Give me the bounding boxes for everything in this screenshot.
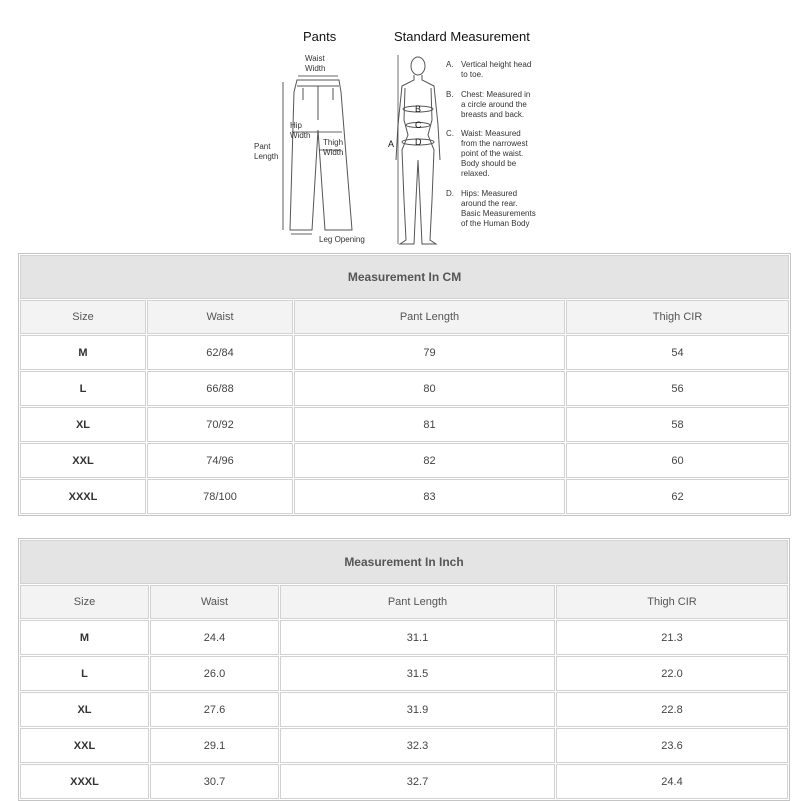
note-b-line: Chest: Measured in bbox=[461, 90, 531, 99]
note-a-line: Vertical height head bbox=[461, 60, 532, 69]
table-row bbox=[20, 656, 788, 691]
letter-d: D bbox=[415, 137, 422, 147]
thigh-cir-cell: 56 bbox=[566, 371, 789, 406]
measurement-diagram bbox=[0, 0, 800, 250]
pant-length-cell: 32.3 bbox=[280, 728, 555, 763]
note-a-line: to toe. bbox=[461, 70, 484, 79]
note-b-letter: B. bbox=[446, 90, 454, 99]
standard-measurement-title: Standard Measurement bbox=[394, 29, 530, 44]
thigh-cir-cell: 60 bbox=[566, 443, 789, 478]
size-cell: L bbox=[20, 371, 146, 406]
table-row bbox=[20, 335, 789, 370]
waist-cell: 78/100 bbox=[147, 479, 293, 514]
waist-cell: 30.7 bbox=[150, 764, 279, 799]
thigh-cir-cell: 22.0 bbox=[556, 656, 788, 691]
thigh-width-label-1: Thigh bbox=[323, 138, 344, 147]
column-header-pant-length: Pant Length bbox=[280, 585, 555, 619]
size-cell: XXXL bbox=[20, 764, 149, 799]
pant-length-cell: 79 bbox=[294, 335, 565, 370]
pant-length-cell: 32.7 bbox=[280, 764, 555, 799]
waist-cell: 66/88 bbox=[147, 371, 293, 406]
column-header-thigh-cir: Thigh CIR bbox=[556, 585, 788, 619]
size-cell: XL bbox=[20, 692, 149, 727]
column-header-size: Size bbox=[20, 585, 149, 619]
waist-cell: 29.1 bbox=[150, 728, 279, 763]
pant-length-cell: 80 bbox=[294, 371, 565, 406]
body-figure bbox=[396, 57, 440, 244]
pant-length-cell: 82 bbox=[294, 443, 565, 478]
thigh-cir-cell: 21.3 bbox=[556, 620, 788, 655]
thigh-cir-cell: 62 bbox=[566, 479, 789, 514]
waist-cell: 24.4 bbox=[150, 620, 279, 655]
waist-cell: 62/84 bbox=[147, 335, 293, 370]
hip-width-label-1: Hip bbox=[290, 121, 303, 130]
waist-cell: 26.0 bbox=[150, 656, 279, 691]
table-row bbox=[20, 620, 788, 655]
note-b-line: a circle around the bbox=[461, 100, 527, 109]
thigh-cir-cell: 23.6 bbox=[556, 728, 788, 763]
table-header-row bbox=[20, 585, 788, 619]
size-cell: M bbox=[20, 335, 146, 370]
letter-a: A bbox=[388, 139, 395, 149]
pant-length-cell: 81 bbox=[294, 407, 565, 442]
thigh-cir-cell: 54 bbox=[566, 335, 789, 370]
letter-c: C bbox=[415, 120, 422, 130]
size-cell: XXL bbox=[20, 443, 146, 478]
note-d-line: around the rear. bbox=[461, 199, 518, 208]
thigh-cir-cell: 22.8 bbox=[556, 692, 788, 727]
column-header-size: Size bbox=[20, 300, 146, 334]
size-cell: M bbox=[20, 620, 149, 655]
column-header-waist: Waist bbox=[147, 300, 293, 334]
column-header-pant-length: Pant Length bbox=[294, 300, 565, 334]
thigh-width-label-2: Width bbox=[323, 148, 344, 157]
column-header-thigh-cir: Thigh CIR bbox=[566, 300, 789, 334]
waist-cell: 74/96 bbox=[147, 443, 293, 478]
waist-width-label-2: Width bbox=[305, 64, 326, 73]
pant-length-cell: 83 bbox=[294, 479, 565, 514]
note-d-line: Hips: Measured bbox=[461, 189, 518, 198]
waist-cell: 27.6 bbox=[150, 692, 279, 727]
table-row bbox=[20, 728, 788, 763]
thigh-cir-cell: 24.4 bbox=[556, 764, 788, 799]
note-c-line: Waist: Measured bbox=[461, 129, 521, 138]
size-cell: XL bbox=[20, 407, 146, 442]
note-d-line: of the Human Body bbox=[461, 219, 530, 228]
note-b-line: breasts and back. bbox=[461, 110, 525, 119]
table-caption: Measurement In CM bbox=[20, 255, 789, 299]
pant-length-label-2: Length bbox=[254, 152, 279, 161]
hip-width-label-2: Width bbox=[290, 131, 311, 140]
column-header-waist: Waist bbox=[150, 585, 279, 619]
table-row bbox=[20, 764, 788, 799]
note-a-letter: A. bbox=[446, 60, 454, 69]
size-table-cm bbox=[18, 253, 791, 516]
table-row bbox=[20, 479, 789, 514]
note-c-line: relaxed. bbox=[461, 169, 490, 178]
note-d-line: Basic Measurements bbox=[461, 209, 536, 218]
pants-title: Pants bbox=[303, 29, 337, 44]
size-cell: L bbox=[20, 656, 149, 691]
leg-opening-label: Leg Opening bbox=[319, 235, 365, 244]
waist-width-label-1: Waist bbox=[305, 54, 325, 63]
note-c-line: from the narrowest bbox=[461, 139, 528, 148]
note-d-letter: D. bbox=[446, 189, 454, 198]
table-row bbox=[20, 371, 789, 406]
note-c-line: point of the waist. bbox=[461, 149, 524, 158]
note-c-line: Body should be bbox=[461, 159, 517, 168]
table-row bbox=[20, 443, 789, 478]
measurement-notes bbox=[446, 60, 536, 228]
measurement-illustration bbox=[0, 0, 800, 250]
pant-length-cell: 31.1 bbox=[280, 620, 555, 655]
pant-length-cell: 31.9 bbox=[280, 692, 555, 727]
size-cell: XXXL bbox=[20, 479, 146, 514]
thigh-cir-cell: 58 bbox=[566, 407, 789, 442]
letter-b: B bbox=[415, 104, 422, 114]
table-header-row bbox=[20, 300, 789, 334]
table-row bbox=[20, 692, 788, 727]
table-row bbox=[20, 407, 789, 442]
note-c-letter: C. bbox=[446, 129, 454, 138]
size-table-inch bbox=[18, 538, 790, 801]
table-caption: Measurement In Inch bbox=[20, 540, 788, 584]
pant-length-label-1: Pant bbox=[254, 142, 271, 151]
pant-length-cell: 31.5 bbox=[280, 656, 555, 691]
waist-cell: 70/92 bbox=[147, 407, 293, 442]
size-cell: XXL bbox=[20, 728, 149, 763]
